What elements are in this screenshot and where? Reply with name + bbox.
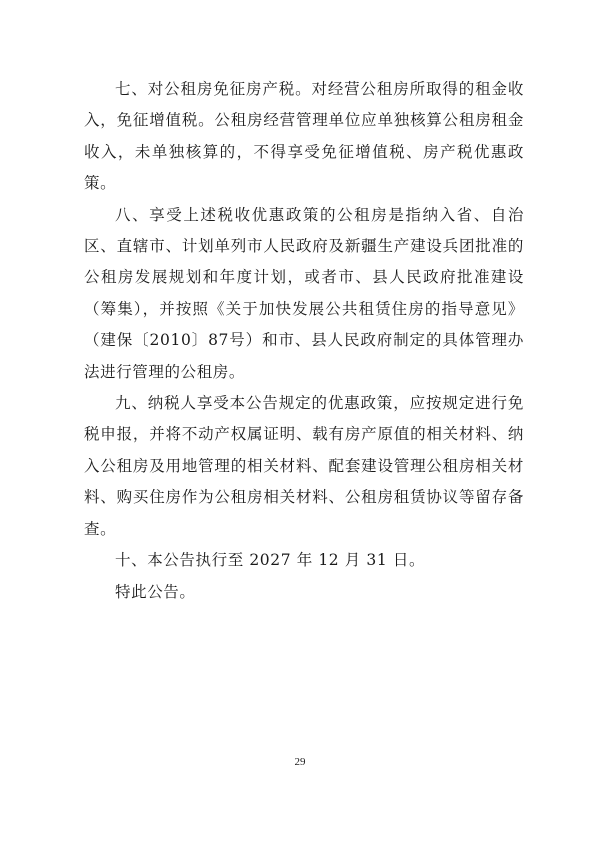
paragraph-article-10: 十、本公告执行至 2027 年 12 月 31 日。 [115,551,426,570]
document-body [84,74,524,608]
paragraph-article-7: 七、对公租房免征房产税。对经营公租房所取得的租金收入，免征增值税。公租房经营管理单位应单独核算公租房租金收入，未单独核算的，不得享受免征增值税、房产税优惠政策。 [84,80,524,193]
page-number: 29 [294,756,306,768]
paragraph-closing: 特此公告。 [115,582,196,601]
paragraph-article-8: 八、享受上述税收优惠政策的公租房是指纳入省、自治区、直辖市、计划单列市人民政府及新疆生产建设兵团批准的公租房发展规划和年度计划，或者市、县人民政府批准建设（筹集），并按照《关于加快发展公共租赁住房的指导意见》（建保〔2010〕87号）和市、县人民政府制定的具体管理办法进行管理的公租房。 [84,205,524,381]
paragraph-article-9: 九、纳税人享受本公告规定的优惠政策，应按规定进行免税申报，并将不动产权属证明、载有房产原值的相关材料、纳入公租房及用地管理的相关材料、配套建设管理公租房相关材料、购买住房作为公租房相关材料、公租房租赁协议等留存备查。 [84,394,524,538]
